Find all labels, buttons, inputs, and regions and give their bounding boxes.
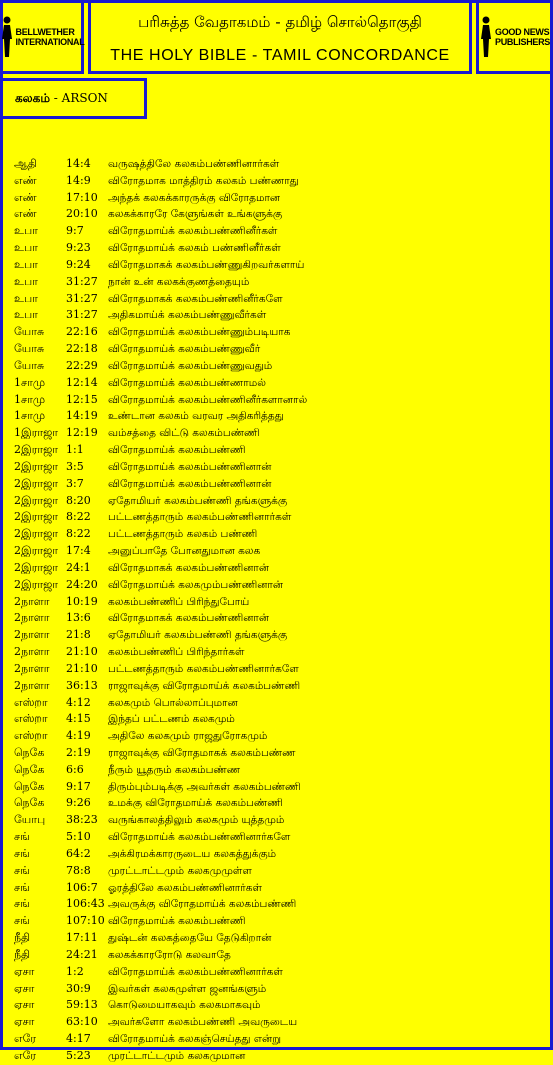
entry-book: எண் <box>14 190 37 204</box>
entry-reference: 17:11 <box>66 931 98 945</box>
list-item <box>14 476 544 493</box>
entry-text: வம்சத்தை விட்டு கலகம்பண்ணி <box>108 427 260 440</box>
entry-text: பட்டணத்தாரும் கலகம்பண்ணினார்கள் <box>108 511 292 524</box>
list-item <box>14 594 544 611</box>
entry-book: 2இராஜா <box>14 510 59 524</box>
entry-text: விரோதமாய்க் கலகம்பண்ணாமல் <box>108 376 266 389</box>
entry-reference: 64:2 <box>66 846 91 860</box>
entry-book: நீதி <box>14 947 31 961</box>
entry-book: 2இராஜா <box>14 544 59 558</box>
list-item <box>14 493 544 510</box>
entry-book: எஸ்றா <box>14 729 48 743</box>
entry-text: விரோதமாய்க் கலகம்பண்ணினான் <box>108 460 272 473</box>
list-item <box>14 408 544 425</box>
list-item <box>14 324 544 341</box>
entry-reference: 63:10 <box>66 1015 98 1029</box>
entry-book: நெகே <box>14 762 45 776</box>
entry-book: 2நாளா <box>14 611 50 625</box>
title-tamil: பரிசுத்த வேதாகமம் - தமிழ் சொல்தொகுதி <box>138 13 422 31</box>
list-item <box>14 291 544 308</box>
entry-reference: 21:10 <box>66 661 98 675</box>
entry-text: அந்தக் கலகக்காரருக்கு விரோதமான <box>108 191 281 204</box>
headword-separator: - <box>49 91 62 105</box>
entry-text: ஏதோமியர் கலகம்பண்ணி தங்களுக்கு <box>108 629 288 642</box>
entry-text: உமக்கு விரோதமாய்க் கலகம்பண்ணி <box>108 797 283 810</box>
entry-reference: 106:7 <box>66 880 98 894</box>
entry-book: 2இராஜா <box>14 443 59 457</box>
entry-text: விரோதமாக மாத்திரம் கலகம் பண்ணாது <box>108 174 299 187</box>
logo-left-line1: BELLWETHER <box>15 27 75 37</box>
list-item <box>14 341 544 358</box>
list-item <box>14 358 544 375</box>
list-item <box>14 711 544 728</box>
entry-book: 2நாளா <box>14 678 50 692</box>
logo-right-line1: GOOD NEWS <box>495 27 550 37</box>
entry-reference: 30:9 <box>66 981 91 995</box>
list-item <box>14 223 544 240</box>
list-item <box>14 880 544 897</box>
good-news-logo <box>476 0 553 74</box>
entry-text: நான் உன் கலகக்குணத்தையும் <box>108 275 250 288</box>
entry-reference: 22:16 <box>66 325 98 339</box>
entry-text: விரோதமாகக் கலகம்பண்ணினான் <box>108 612 270 625</box>
list-item <box>14 795 544 812</box>
entry-reference: 8:22 <box>66 527 91 541</box>
headword-tamil: கலகம் <box>15 91 50 105</box>
entry-text: கலகமும் பொல்லாப்புமான <box>108 696 238 709</box>
list-item <box>14 981 544 998</box>
list-item <box>14 863 544 880</box>
entry-book: எண் <box>14 173 37 187</box>
list-item <box>14 1031 544 1048</box>
entry-reference: 1:2 <box>66 964 84 978</box>
entry-reference: 5:23 <box>66 1048 91 1062</box>
entry-reference: 17:10 <box>66 190 98 204</box>
entry-reference: 10:19 <box>66 594 98 608</box>
list-item <box>14 206 544 223</box>
entry-book: 1இராஜா <box>14 426 59 440</box>
entry-text: ஏதோமியர் கலகம்பண்ணி தங்களுக்கு <box>108 494 288 507</box>
entry-reference: 22:18 <box>66 342 98 356</box>
entry-text: விரோதமாய்க் கலகம்பண்ணுவீர் <box>108 343 261 356</box>
entry-text: அதிலே கலகமும் ராஜதுரோகமும் <box>108 730 268 743</box>
entry-book: ஏசா <box>14 981 35 995</box>
entry-reference: 106:43 <box>66 897 105 911</box>
entry-reference: 12:19 <box>66 426 98 440</box>
entry-reference: 59:13 <box>66 998 98 1012</box>
entry-reference: 4:17 <box>66 1032 91 1046</box>
entry-book: 1சாமு <box>14 409 46 423</box>
entry-text: விரோதமாய்க் கலகம்பண்ணினீர்கள் <box>108 225 278 238</box>
entry-book: 2இராஜா <box>14 527 59 541</box>
entry-reference: 2:19 <box>66 745 91 759</box>
entry-book: 2நாளா <box>14 628 50 642</box>
entry-book: சங் <box>14 880 30 894</box>
list-item <box>14 930 544 947</box>
entry-reference: 3:5 <box>66 459 84 473</box>
entry-reference: 9:24 <box>66 257 91 271</box>
entry-book: ஏசா <box>14 1015 35 1029</box>
entry-book: யோசு <box>14 358 45 372</box>
entry-book: 2நாளா <box>14 594 50 608</box>
title-box <box>88 0 472 74</box>
entry-reference: 9:26 <box>66 796 91 810</box>
list-item <box>14 947 544 964</box>
list-item <box>14 156 544 173</box>
entry-book: உபா <box>14 241 38 255</box>
list-item <box>14 1014 544 1031</box>
entry-reference: 14:19 <box>66 409 98 423</box>
entry-book: எரே <box>14 1032 37 1046</box>
list-item <box>14 678 544 695</box>
entry-book: 2நாளா <box>14 645 50 659</box>
list-item <box>14 896 544 913</box>
entry-text: விரோதமாய்க் கலகம்பண்ணினான் <box>108 477 272 490</box>
entry-book: ஆதி <box>14 157 37 170</box>
list-item <box>14 610 544 627</box>
entry-text: அனுப்பாதே போனதுமான கலக <box>108 545 261 558</box>
list-item <box>14 526 544 543</box>
list-item <box>14 846 544 863</box>
logo-right-line2: PUBLISHERS <box>495 37 551 47</box>
entry-reference: 31:27 <box>66 308 98 322</box>
entry-text: இவர்கள் கலகமுள்ள ஜனங்களும் <box>108 982 267 995</box>
list-item <box>14 779 544 796</box>
headword-english: ARSON <box>61 91 108 105</box>
entry-book: 2இராஜா <box>14 476 59 490</box>
entry-reference: 21:8 <box>66 628 91 642</box>
entry-text: அவருக்கு விரோதமாய்க் கலகம்பண்ணி <box>108 898 297 911</box>
entry-book: 1சாமு <box>14 392 46 406</box>
entry-book: யோபு <box>14 813 46 827</box>
entry-text: முரட்டாட்டமும் கலகமுமான <box>108 1049 246 1062</box>
list-item <box>14 425 544 442</box>
entry-reference: 22:29 <box>66 358 98 372</box>
list-item <box>14 173 544 190</box>
entry-text: முரட்டாட்டமும் கலகமுமுள்ள <box>108 864 252 877</box>
entry-text: துஷ்டன் கலகத்தையே தேடுகிறான் <box>108 932 272 945</box>
entry-text: இந்தப் பட்டணம் கலகமும் <box>108 713 235 726</box>
bellwether-figure-icon <box>0 15 14 59</box>
entry-text: பட்டணத்தாரும் கலகம்பண்ணினார்களே <box>108 662 299 675</box>
list-item <box>14 509 544 526</box>
entry-reference: 21:10 <box>66 645 98 659</box>
entry-text: அவர்களோ கலகம்பண்ணி அவருடைய <box>108 1016 298 1029</box>
entry-reference: 3:7 <box>66 476 84 490</box>
list-item <box>14 913 544 930</box>
entry-book: 1சாமு <box>14 375 46 389</box>
list-item <box>14 728 544 745</box>
entry-book: சங் <box>14 846 30 860</box>
entry-book: எண் <box>14 207 37 221</box>
entry-reference: 6:6 <box>66 762 84 776</box>
entry-text: விரோதமாகக் கலகம்பண்ணினீர்களே <box>108 292 283 305</box>
entry-book: உபா <box>14 308 38 322</box>
list-item <box>14 375 544 392</box>
list-item <box>14 190 544 207</box>
entry-book: 2இராஜா <box>14 577 59 591</box>
entry-text: உண்டான கலகம் வரவர அதிகரித்தது <box>108 410 284 423</box>
entry-book: உபா <box>14 291 38 305</box>
entry-book: 2இராஜா <box>14 493 59 507</box>
entry-book: நெகே <box>14 779 45 793</box>
entry-reference: 31:27 <box>66 274 98 288</box>
entry-book: 2இராஜா <box>14 560 59 574</box>
entry-text: வருங்காலத்திலும் கலகமும் யுத்தமும் <box>108 814 285 827</box>
entry-text: ராஜாவுக்கு விரோதமாய்க் கலகம்பண்ணி <box>108 679 301 692</box>
entry-book: உபா <box>14 274 38 288</box>
entry-text: விரோதமாய்க் கலகம்பண்ணி <box>108 915 246 928</box>
entry-reference: 9:17 <box>66 779 91 793</box>
entry-text: விரோதமாகக் கலகம்பண்ணினான் <box>108 561 270 574</box>
entry-book: சங் <box>14 897 30 911</box>
entry-reference: 4:15 <box>66 712 91 726</box>
list-item <box>14 762 544 779</box>
entry-text: கலகக்காரரே கேளுங்கள் உங்களுக்கு <box>108 208 283 221</box>
entry-reference: 78:8 <box>66 863 91 877</box>
list-item <box>14 577 544 594</box>
entry-book: நெகே <box>14 796 45 810</box>
entry-text: விரோதமாய்க் கலகம் பண்ணினீர்கள் <box>108 242 281 255</box>
entry-book: எஸ்றா <box>14 695 48 709</box>
bellwether-logo <box>0 0 84 74</box>
list-item <box>14 560 544 577</box>
entry-reference: 12:15 <box>66 392 98 406</box>
entry-reference: 13:6 <box>66 611 91 625</box>
entry-reference: 24:1 <box>66 560 91 574</box>
entry-book: எரே <box>14 1048 37 1062</box>
list-item <box>14 644 544 661</box>
entry-text: விரோதமாய்க் கலகம்பண்ணினார்கள் <box>108 965 283 978</box>
entry-text: கொடுமையாகவும் கலகமாகவும் <box>108 999 261 1012</box>
entry-book: ஏசா <box>14 964 35 978</box>
entry-text: ராஜாவுக்கு விரோதமாகக் கலகம்பண்ண <box>108 746 296 759</box>
entry-reference: 8:22 <box>66 510 91 524</box>
entry-reference: 14:4 <box>66 157 91 170</box>
list-item <box>14 661 544 678</box>
list-item <box>14 997 544 1014</box>
entry-text: விரோதமாய்க் கலகம்பண்ணுவதும் <box>108 359 273 372</box>
entry-text: அக்கிரமக்காரருடைய கலகத்துக்கும் <box>108 847 277 860</box>
entry-reference: 24:21 <box>66 947 98 961</box>
entry-text: கலகம்பண்ணிப் பிரிந்துபோய் <box>108 595 250 608</box>
entry-book: உபா <box>14 224 38 238</box>
entry-reference: 17:4 <box>66 544 91 558</box>
list-item <box>14 257 544 274</box>
entry-reference: 36:13 <box>66 678 98 692</box>
concordance-list <box>14 156 544 1065</box>
list-item <box>14 459 544 476</box>
entry-text: விரோதமாய்க் கலகமும்பண்ணினான் <box>108 578 284 591</box>
entry-book: உபா <box>14 257 38 271</box>
entry-reference: 4:19 <box>66 729 91 743</box>
entry-reference: 9:23 <box>66 241 91 255</box>
entry-text: விரோதமாய்க் கலகஞ்செய்தது என்று <box>108 1033 281 1046</box>
list-item <box>14 812 544 829</box>
entry-text: நீரும் யூதரும் கலகம்பண்ண <box>108 763 241 776</box>
entry-reference: 5:10 <box>66 830 91 844</box>
entry-reference: 1:1 <box>66 443 84 457</box>
list-item <box>14 745 544 762</box>
entry-reference: 107:10 <box>66 914 105 928</box>
entry-text: கலகக்காரரோடு கலவாதே <box>108 948 231 961</box>
headword-box <box>0 78 147 119</box>
entry-text: விரோதமாய்க் கலகம்பண்ணினீர்களானால் <box>108 393 308 406</box>
entry-book: சங் <box>14 830 30 844</box>
entry-book: சங் <box>14 914 30 928</box>
entry-text: வருஷத்திலே கலகம்பண்ணினார்கள் <box>108 158 280 170</box>
entry-text: விரோதமாய்க் கலகம்பண்ணினார்களே <box>108 831 291 844</box>
entry-book: ஏசா <box>14 998 35 1012</box>
title-english: THE HOLY BIBLE - TAMIL CONCORDANCE <box>110 47 450 64</box>
entry-book: நீதி <box>14 931 31 945</box>
entry-text: விரோதமாகக் கலகம்பண்ணுகிறவர்களாய் <box>108 258 305 271</box>
good-news-figure-icon <box>479 15 493 59</box>
entry-book: எஸ்றா <box>14 712 48 726</box>
list-item <box>14 695 544 712</box>
entry-book: சங் <box>14 863 30 877</box>
list-item <box>14 627 544 644</box>
entry-text: விரோதமாய்க் கலகம்பண்ணும்படியாக <box>108 326 291 339</box>
entry-reference: 38:23 <box>66 813 98 827</box>
entry-text: பட்டணத்தாரும் கலகம் பண்ணி <box>108 528 258 541</box>
list-item <box>14 307 544 324</box>
list-item <box>14 964 544 981</box>
list-item <box>14 543 544 560</box>
entry-reference: 9:7 <box>66 224 84 238</box>
list-item <box>14 829 544 846</box>
entry-reference: 8:20 <box>66 493 91 507</box>
logo-left-line2: INTERNATIONAL <box>15 37 85 47</box>
list-item <box>14 392 544 409</box>
list-item <box>14 1048 544 1065</box>
entry-text: விரோதமாய்க் கலகம்பண்ணி <box>108 444 246 457</box>
entry-reference: 20:10 <box>66 207 98 221</box>
entry-reference: 24:20 <box>66 577 98 591</box>
list-item <box>14 274 544 291</box>
entry-text: திரும்பும்படிக்கு அவர்கள் கலகம்பண்ணி <box>108 780 301 793</box>
entry-reference: 4:12 <box>66 695 91 709</box>
entry-text: ஓரத்திலே கலகம்பண்ணினார்கள் <box>108 881 262 894</box>
entry-reference: 31:27 <box>66 291 98 305</box>
entry-text: கலகம்பண்ணிப் பிரிந்தார்கள் <box>108 646 245 659</box>
entry-book: யோசு <box>14 342 45 356</box>
entry-text: அதிகமாய்க் கலகம்பண்ணுவீர்கள் <box>108 309 267 322</box>
list-item <box>14 442 544 459</box>
entry-reference: 12:14 <box>66 375 98 389</box>
entry-book: 2இராஜா <box>14 459 59 473</box>
list-item <box>14 240 544 257</box>
entry-reference: 14:9 <box>66 173 91 187</box>
entry-book: நெகே <box>14 745 45 759</box>
entry-book: யோசு <box>14 325 45 339</box>
entry-book: 2நாளா <box>14 661 50 675</box>
